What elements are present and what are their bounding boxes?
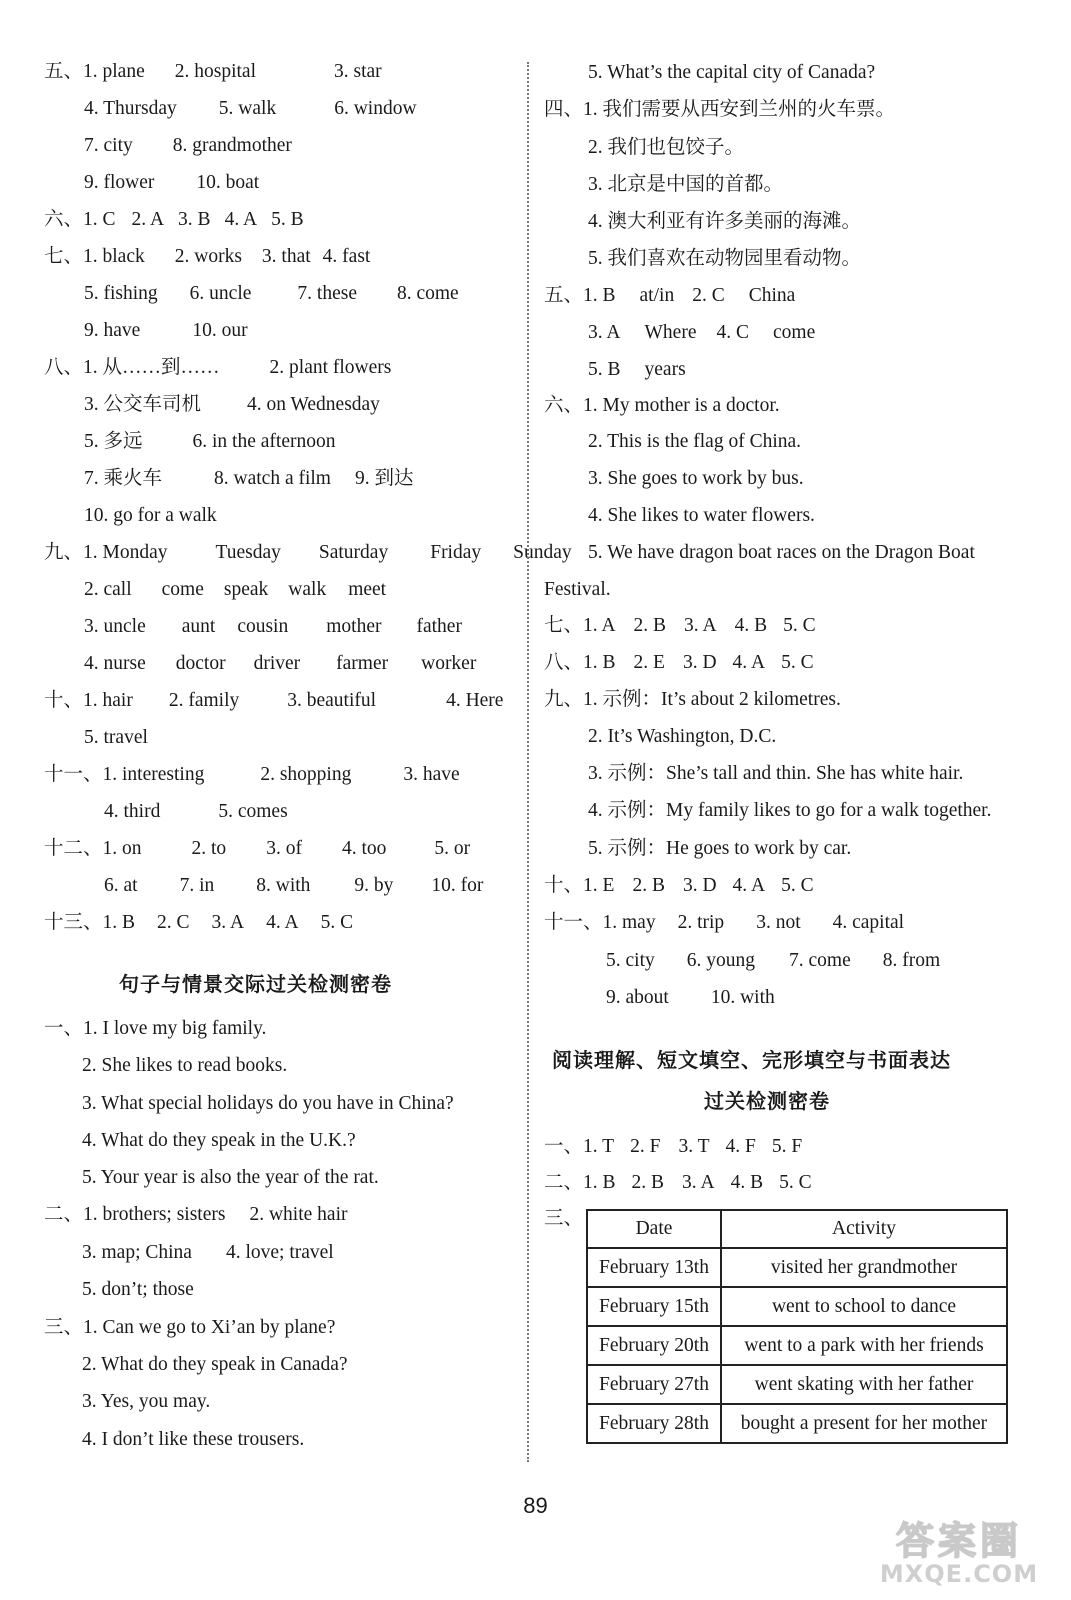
answer-item: 1. T <box>583 1136 615 1157</box>
table-cell-date: February 27th <box>587 1365 721 1404</box>
answer-item: 3. 北京是中国的首都。 <box>588 174 784 195</box>
watermark-url: MXQE.COM <box>879 1560 1039 1588</box>
section-number: 八、 <box>544 652 584 673</box>
answer-item: 2. It’s Washington, D.C. <box>588 726 777 747</box>
answer-item: 10. go for a walk <box>84 505 217 526</box>
left-line <box>84 97 417 121</box>
left-line <box>44 689 503 713</box>
table-cell-date: February 20th <box>587 1326 721 1365</box>
left-line <box>44 1316 335 1340</box>
left-line <box>44 837 470 861</box>
right-line <box>588 321 815 345</box>
right-line <box>588 61 875 85</box>
section-number: 十一、 <box>544 912 603 933</box>
section-number: 一、 <box>44 1018 84 1039</box>
section-number: 十、 <box>44 690 84 711</box>
answer-item: 9. have <box>84 320 141 341</box>
left-line <box>84 134 292 158</box>
answer-item: 5. B <box>588 359 621 380</box>
answer-item: 1. B <box>583 652 616 673</box>
answer-item: 7. 乘火车 <box>84 468 163 489</box>
answer-item: 2. C <box>692 285 725 306</box>
answer-item: at/in <box>639 285 675 306</box>
right-line <box>544 98 895 122</box>
section-number: 九、 <box>44 542 84 563</box>
answer-item: 7. in <box>179 875 215 896</box>
answer-item: 2. family <box>168 690 240 711</box>
answer-item: 3. uncle <box>84 616 146 637</box>
table-row <box>587 1404 1007 1443</box>
section-number: 十一、 <box>44 764 103 785</box>
answer-item: 7. city <box>84 135 133 156</box>
right-line <box>588 725 776 749</box>
answer-item: 1. My mother is a doctor. <box>583 395 780 416</box>
answer-item: 1. E <box>583 875 615 896</box>
left-line <box>44 763 460 787</box>
left-line <box>84 282 459 306</box>
right-line <box>588 358 686 382</box>
answer-item: 6. at <box>104 875 138 896</box>
answer-item: 5. or <box>434 838 471 859</box>
table-header-activity: Activity <box>721 1210 1007 1248</box>
answer-item: 2. trip <box>677 912 725 933</box>
left-line <box>84 171 259 195</box>
answer-item: 4. She likes to water flowers. <box>588 505 815 526</box>
answer-item: mother <box>326 616 382 637</box>
answer-item: 5. C <box>779 1172 812 1193</box>
table-header-date: Date <box>587 1210 721 1248</box>
section-number: 三、 <box>44 1317 84 1338</box>
answer-item: cousin <box>237 616 289 637</box>
section-number: 二、 <box>44 1204 84 1225</box>
section-number: 四、 <box>544 99 584 120</box>
answer-item: 5. C <box>781 875 814 896</box>
page-number: 89 <box>523 1493 548 1518</box>
answer-item: 3. What special holidays do you have in China? <box>82 1093 454 1114</box>
answer-item: 8. from <box>882 950 941 971</box>
section-number: 十三、 <box>44 912 103 933</box>
answer-item: 1. 我们需要从西安到兰州的火车票。 <box>583 99 896 120</box>
answer-item: 2. B <box>633 615 667 636</box>
answer-item: 4. on Wednesday <box>247 394 380 415</box>
answer-item: 4. 澳大利亚有许多美丽的海滩。 <box>588 211 862 232</box>
answer-item: 4. 示例：My family likes to go for a walk together. <box>588 800 992 821</box>
left-line <box>44 356 391 380</box>
right-line <box>588 210 861 234</box>
answer-item: 2. F <box>630 1136 661 1157</box>
section-number: 七、 <box>44 246 84 267</box>
answer-item: 2. call <box>84 579 132 600</box>
left-line <box>82 1129 356 1153</box>
answer-item: Saturday <box>318 542 389 563</box>
answer-item: 3. D <box>682 652 717 673</box>
answer-item: 1. black <box>83 246 145 267</box>
answer-item: 3. not <box>756 912 801 933</box>
answer-item: 9. about <box>606 987 669 1008</box>
right-line <box>544 874 814 898</box>
answer-item: Festival. <box>544 579 611 600</box>
table-row <box>587 1248 1007 1287</box>
answer-item: 5. 多远 <box>84 431 143 452</box>
section-heading-sentences: 句子与情景交际过关检测密卷 <box>119 972 392 996</box>
left-line <box>84 726 148 750</box>
answer-item: 2. to <box>191 838 227 859</box>
answer-item: 2. works <box>174 246 242 267</box>
answer-item: 3. that <box>261 246 311 267</box>
answer-item: 2. B <box>631 1172 665 1193</box>
answer-item: walk <box>288 579 327 600</box>
left-line <box>44 60 382 84</box>
section-number: 三、 <box>544 1208 584 1229</box>
answer-item: 10. with <box>710 987 775 1008</box>
answer-item: 5. 示例：He goes to work by car. <box>588 838 852 859</box>
section-number: 一、 <box>544 1136 584 1157</box>
section-number: 五、 <box>544 285 584 306</box>
answer-item: 5. We have dragon boat races on the Dragon Boat <box>588 542 975 563</box>
answer-item: 1. C <box>83 209 116 230</box>
answer-item: 1. B <box>583 1172 616 1193</box>
answer-item: 3. of <box>266 838 302 859</box>
right-line <box>606 986 775 1010</box>
answer-item: 4. What do they speak in the U.K.? <box>82 1130 356 1151</box>
right-line <box>606 949 940 973</box>
answer-item: driver <box>253 653 301 674</box>
answer-item: 4. B <box>734 615 768 636</box>
right-line <box>544 284 795 308</box>
section-number: 十、 <box>544 875 584 896</box>
watermark-logo <box>861 1510 1057 1590</box>
right-line <box>588 504 815 528</box>
answer-item: 2. She likes to read books. <box>82 1055 288 1076</box>
answer-item: 5. don’t; those <box>82 1279 194 1300</box>
right-line <box>544 394 780 418</box>
answer-item: 10. for <box>431 875 484 896</box>
right-line <box>588 136 744 160</box>
section-number: 十二、 <box>44 838 103 859</box>
answer-item: 4. capital <box>832 912 905 933</box>
answer-item: 1. B <box>583 285 616 306</box>
answer-item: father <box>416 616 462 637</box>
answer-item: 1. 示例：It’s about 2 kilometres. <box>583 689 841 710</box>
answer-item: come <box>161 579 204 600</box>
answer-item: 1. Can we go to Xi’an by plane? <box>83 1317 336 1338</box>
right-line <box>588 762 963 786</box>
answer-item: 5. comes <box>218 801 288 822</box>
answer-item: 4. A <box>732 875 766 896</box>
answer-item: 2. This is the flag of China. <box>588 431 802 452</box>
left-line <box>84 467 414 491</box>
answer-item: meet <box>348 579 387 600</box>
answer-item: 4. A <box>224 209 258 230</box>
table-cell-activity: went to a park with her friends <box>721 1326 1007 1365</box>
section-number: 九、 <box>544 689 584 710</box>
left-line <box>82 1166 379 1190</box>
answer-item: 8. with <box>256 875 311 896</box>
answer-item: 2. E <box>633 652 665 673</box>
answer-item: 4. Here <box>446 690 504 711</box>
answer-item: years <box>644 359 686 380</box>
left-line <box>82 1092 454 1116</box>
answer-item: 4. love; travel <box>225 1242 334 1263</box>
answer-item: 3. 公交车司机 <box>84 394 202 415</box>
answer-item: 5. C <box>781 652 814 673</box>
right-line <box>544 911 904 935</box>
answer-item: 2. shopping <box>260 764 352 785</box>
answer-item: 6. uncle <box>189 283 252 304</box>
section-number: 六、 <box>44 209 84 230</box>
answer-item: 2. A <box>131 209 165 230</box>
right-line <box>544 1207 583 1231</box>
left-line <box>82 1390 210 1414</box>
answer-item: 3. She goes to work by bus. <box>588 468 804 489</box>
section-heading-reading-line1: 阅读理解、短文填空、完形填空与书面表达 <box>552 1048 951 1072</box>
left-line <box>84 393 380 417</box>
answer-item: 5. fishing <box>84 283 158 304</box>
left-line <box>82 1241 334 1265</box>
answer-item: 1. on <box>102 838 142 859</box>
answer-item: 2. B <box>632 875 665 896</box>
section-number: 八、 <box>44 357 84 378</box>
answer-item: 3. beautiful <box>287 690 377 711</box>
answer-item: 2. What do they speak in Canada? <box>82 1354 348 1375</box>
answer-item: 2. white hair <box>249 1204 348 1225</box>
right-line <box>588 430 801 454</box>
answer-item: 5. What’s the capital city of Canada? <box>588 62 876 83</box>
answer-item: 3. have <box>403 764 460 785</box>
answer-item: 4. B <box>730 1172 764 1193</box>
answer-item: 4. third <box>104 801 161 822</box>
right-line <box>588 799 991 823</box>
answer-item: China <box>748 285 796 306</box>
answer-item: 9. 到达 <box>354 468 414 489</box>
left-line <box>82 1054 287 1078</box>
table-header-row <box>587 1210 1007 1248</box>
section-number: 二、 <box>544 1172 584 1193</box>
table-cell-activity: went skating with her father <box>721 1365 1007 1404</box>
answer-item: Where <box>644 322 697 343</box>
answer-item: 4. A <box>266 912 299 933</box>
left-line <box>84 578 386 602</box>
left-line <box>44 911 353 935</box>
answer-item: 9. by <box>354 875 394 896</box>
section-heading-reading-line2: 过关检测密卷 <box>704 1089 830 1113</box>
activity-table <box>586 1209 1008 1444</box>
answer-item: 1. Monday <box>83 542 168 563</box>
answer-item: 4. fast <box>322 246 371 267</box>
left-line <box>44 245 370 269</box>
answer-item: 7. come <box>789 950 851 971</box>
answer-item: 3. 示例：She’s tall and thin. She has white hair. <box>588 763 964 784</box>
left-line <box>84 504 217 528</box>
answer-item: 1. A <box>583 615 616 636</box>
answer-item: 7. these <box>297 283 357 304</box>
section-number: 五、 <box>44 61 84 82</box>
answer-item: 5. city <box>606 950 655 971</box>
answer-item: 3. star <box>334 61 382 82</box>
table-cell-activity: visited her grandmother <box>721 1248 1007 1287</box>
answer-item: 9. flower <box>84 172 155 193</box>
right-line <box>544 688 841 712</box>
column-divider <box>527 62 529 1462</box>
answer-item: 4. C <box>716 322 749 343</box>
table-cell-date: February 28th <box>587 1404 721 1443</box>
answer-item: 4. too <box>341 838 387 859</box>
answer-item: 3. A <box>588 322 621 343</box>
answer-item: doctor <box>175 653 226 674</box>
left-line <box>82 1428 304 1452</box>
right-line <box>588 247 861 271</box>
left-line <box>84 319 248 343</box>
answer-item: 8. come <box>396 283 459 304</box>
answer-item: 3. map; China <box>82 1242 192 1263</box>
right-line <box>544 614 816 638</box>
right-line <box>588 541 975 565</box>
answer-item: 1. 从……到…… <box>83 357 220 378</box>
answer-item: 2. C <box>157 912 190 933</box>
right-line <box>588 837 851 861</box>
answer-item: farmer <box>336 653 389 674</box>
answer-item: 4. F <box>725 1136 756 1157</box>
answer-item: 1. interesting <box>102 764 205 785</box>
answer-item: 4. nurse <box>84 653 146 674</box>
right-line <box>544 1135 802 1159</box>
answer-item: 2. hospital <box>174 61 256 82</box>
answer-item: 1. hair <box>83 690 133 711</box>
answer-item: 5. travel <box>84 727 148 748</box>
right-line <box>588 173 783 197</box>
answer-item: 3. A <box>211 912 245 933</box>
right-line <box>588 467 804 491</box>
answer-item: 6. in the afternoon <box>192 431 336 452</box>
answer-item: 5. Your year is also the year of the rat. <box>82 1167 379 1188</box>
answer-item: 5. walk <box>218 98 277 119</box>
answer-item: 3. B <box>178 209 211 230</box>
answer-item: 1. brothers; sisters <box>83 1204 226 1225</box>
table-row <box>587 1326 1007 1365</box>
answer-item: Sunday <box>513 542 572 563</box>
left-line <box>84 430 335 454</box>
left-line <box>84 652 476 676</box>
left-line <box>84 615 462 639</box>
answer-item: 3. Yes, you may. <box>82 1391 211 1412</box>
answer-item: 8. watch a film <box>214 468 331 489</box>
answer-item: worker <box>421 653 477 674</box>
right-line <box>544 1171 812 1195</box>
answer-item: 4. A <box>732 652 766 673</box>
answer-item: 2. 我们也包饺子。 <box>588 137 745 158</box>
answer-item: 1. I love my big family. <box>83 1018 267 1039</box>
section-number: 六、 <box>544 395 584 416</box>
table-row <box>587 1365 1007 1404</box>
answer-item: 10. our <box>192 320 248 341</box>
left-line <box>44 1203 347 1227</box>
left-line <box>44 541 572 565</box>
answer-item: 10. boat <box>196 172 260 193</box>
table-row <box>587 1287 1007 1326</box>
answer-item: 2. plant flowers <box>269 357 392 378</box>
answer-item: speak <box>223 579 269 600</box>
right-line <box>544 651 814 675</box>
left-line <box>104 800 288 824</box>
answer-item: 1. B <box>102 912 136 933</box>
watermark-text: 答案圈 <box>895 1519 1022 1563</box>
answer-item: 6. window <box>334 98 417 119</box>
answer-item: 4. Thursday <box>84 98 177 119</box>
left-line <box>104 874 483 898</box>
table-cell-activity: bought a present for her mother <box>721 1404 1007 1443</box>
answer-item: Friday <box>430 542 482 563</box>
right-line <box>544 578 611 602</box>
answer-item: 4. I don’t like these trousers. <box>82 1429 305 1450</box>
left-line <box>44 208 304 232</box>
answer-item: come <box>773 322 816 343</box>
answer-item: aunt <box>181 616 216 637</box>
answer-item: 1. may <box>602 912 656 933</box>
answer-item: 5. C <box>320 912 354 933</box>
left-line <box>82 1278 194 1302</box>
answer-item: 3. T <box>678 1136 710 1157</box>
table-cell-date: February 15th <box>587 1287 721 1326</box>
answer-item: Tuesday <box>215 542 281 563</box>
section-number: 七、 <box>544 615 584 636</box>
table-cell-activity: went to school to dance <box>721 1287 1007 1326</box>
answer-item: 3. A <box>682 1172 715 1193</box>
table-cell-date: February 13th <box>587 1248 721 1287</box>
answer-item: 8. grandmother <box>172 135 292 156</box>
answer-item: 3. A <box>684 615 717 636</box>
answer-item: 5. F <box>771 1136 803 1157</box>
left-line <box>82 1353 348 1377</box>
answer-item: 5. B <box>271 209 304 230</box>
answer-item: 5. 我们喜欢在动物园里看动物。 <box>588 248 862 269</box>
left-line <box>44 1017 266 1041</box>
answer-item: 1. plane <box>83 61 145 82</box>
answer-item: 5. C <box>783 615 816 636</box>
answer-item: 6. young <box>686 950 755 971</box>
answer-item: 3. D <box>682 875 717 896</box>
